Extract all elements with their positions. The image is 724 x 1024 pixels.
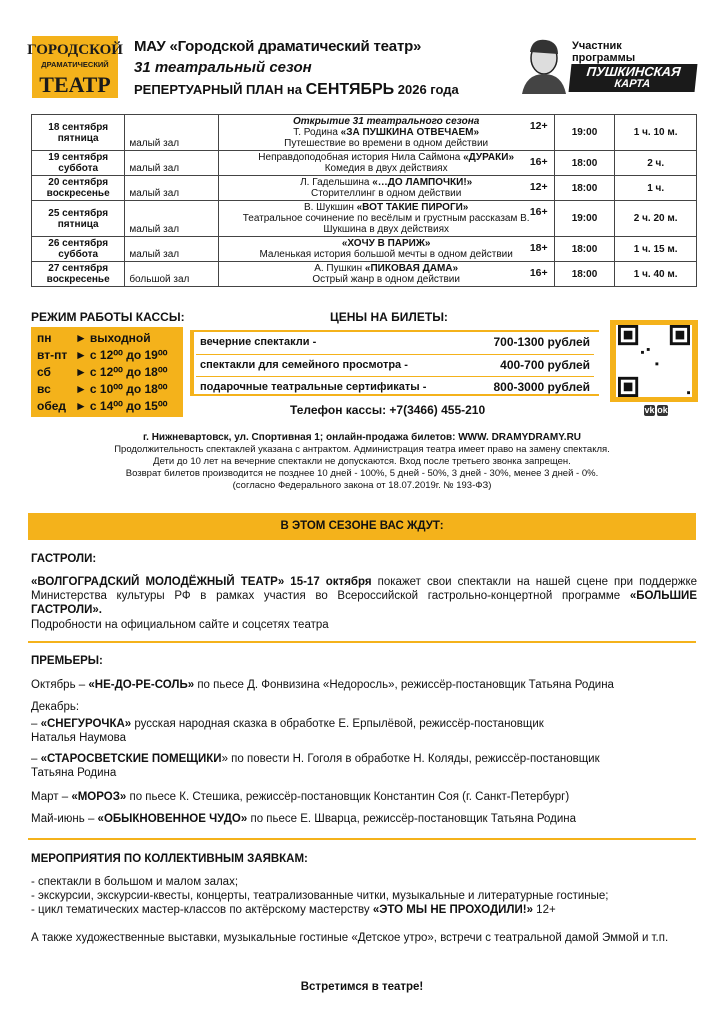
events-item-2: - экскурсии, экскурсии-квесты, концерты, театрализованные читки, музыкальные и литературные гостиные; <box>31 890 609 902</box>
arrow-icon: ► <box>75 365 87 379</box>
age-rating-badge: 16+ <box>529 156 548 168</box>
divider <box>28 838 696 840</box>
show-hall: большой зал <box>125 262 218 287</box>
info-line-3: Возврат билетов производится не позднее 10 дней - 100%, 5 дней - 50%, 3 дней - 30%, менее 3 дней - 0%. <box>125 468 599 479</box>
show-duration: 1 ч. 10 м. <box>615 115 697 151</box>
show-title-line <box>221 238 552 249</box>
price-value: 700-1300 рублей <box>493 335 590 349</box>
info-line-4: (согласно Федерального закона от 18.07.2019г. № 193-ФЗ) <box>232 480 492 491</box>
show-info <box>218 176 554 201</box>
price-row <box>196 354 594 376</box>
price-label: спектакли для семейного просмотра - <box>200 359 408 371</box>
pushkin-portrait-icon <box>518 38 568 94</box>
show-title-line <box>221 152 552 163</box>
theatre-logo <box>27 36 123 98</box>
show-time: 18:00 <box>554 262 615 287</box>
schedule-row <box>32 201 697 237</box>
show-desc: Острый жанр в одном действии <box>312 274 460 285</box>
box-office-row <box>37 331 183 348</box>
box-office-hours-value: выходной <box>89 331 151 345</box>
show-hall: малый зал <box>125 115 218 151</box>
show-author: Т. Родина <box>293 127 338 138</box>
show-title-line <box>221 177 552 188</box>
show-hall: малый зал <box>125 201 218 237</box>
box-office-hours-value: с 12⁰⁰ до 19⁰⁰ <box>89 348 168 362</box>
show-title-line <box>221 127 552 138</box>
arrow-icon: ► <box>75 331 87 345</box>
show-time: 18:00 <box>554 151 615 176</box>
arrow-icon: ► <box>75 399 87 413</box>
ok-icon[interactable]: ok <box>657 405 668 415</box>
show-date: 20 сентября воскресенье <box>32 176 125 201</box>
premiere-march: Март – «МОРОЗ» по пьесе К. Стешика, режиссёр-постановщик Константин Соя (г. Санкт-Петербург) <box>31 791 570 803</box>
show-duration: 1 ч. 15 м. <box>615 237 697 262</box>
events-also: А также художественные выставки, музыкальные гостиные «Детское утро», встречи с театральной дамой Эммой и т.п. <box>31 932 669 944</box>
schedule-row <box>32 262 697 287</box>
price-row <box>196 332 594 354</box>
pushkin-card-badge <box>518 38 698 98</box>
box-office-hours-value: с 14⁰⁰ до 15⁰⁰ <box>89 399 168 413</box>
season-title: 31 театральный сезон <box>134 59 312 76</box>
header <box>134 38 459 99</box>
show-date: 25 сентября пятница <box>32 201 125 237</box>
show-title-line <box>221 202 552 213</box>
prices-list <box>196 332 594 398</box>
show-author: Неправдоподобная история Нила Саймона <box>258 152 461 163</box>
age-rating-badge: 16+ <box>529 206 548 218</box>
premiere-october: Октябрь – «НЕ-ДО-РЕ-СОЛЬ» по пьесе Д. Фонвизина «Недоросль», режиссёр-постановщик Татьяна Родина <box>31 679 614 691</box>
box-office-row <box>37 365 183 382</box>
schedule-row <box>32 115 697 151</box>
qr-code-icon[interactable] <box>616 325 692 397</box>
logo-text-3: ТЕАТР <box>39 72 111 97</box>
tours-text <box>31 575 697 617</box>
plan-year: 2026 года <box>397 82 459 97</box>
show-title-line <box>221 263 552 274</box>
address-line: г. Нижневартовск, ул. Спортивная 1; онлайн-продажа билетов: WWW. DRAMYDRAMY.RU <box>142 432 582 443</box>
show-title: «ХОЧУ В ПАРИЖ» <box>341 238 431 249</box>
show-author: А. Пушкин <box>314 263 363 274</box>
show-title: «…ДО ЛАМПОЧКИ!» <box>372 177 473 188</box>
divider <box>28 641 696 643</box>
price-value: 400-700 рублей <box>500 358 590 372</box>
box-office-row <box>37 348 183 365</box>
show-title: «ДУРАКИ» <box>463 152 515 163</box>
box-office-phone: Телефон кассы: +7(3466) 455-210 <box>290 403 486 417</box>
show-date: 27 сентября воскресенье <box>32 262 125 287</box>
plan-title <box>134 81 459 99</box>
premieres-heading: ПРЕМЬЕРЫ: <box>31 655 103 667</box>
info-block <box>0 432 724 492</box>
tours-bold-1: «ВОЛГОГРАДСКИЙ МОЛОДЁЖНЫЙ ТЕАТР» 15-17 октября <box>31 576 372 588</box>
plan-month: СЕНТЯБРЬ <box>305 81 395 98</box>
schedule-row <box>32 237 697 262</box>
events-list <box>31 875 697 917</box>
show-info <box>218 151 554 176</box>
events-heading: МЕРОПРИЯТИЯ ПО КОЛЛЕКТИВНЫМ ЗАЯВКАМ: <box>31 853 308 865</box>
price-row <box>196 376 594 398</box>
season-banner: В ЭТОМ СЕЗОНЕ ВАС ЖДУТ: <box>28 513 696 540</box>
tours-heading: ГАСТРОЛИ: <box>31 553 97 565</box>
box-office-day: вт-пт <box>37 348 68 362</box>
show-desc: Маленькая история большой мечты в одном действии <box>259 249 513 260</box>
show-time: 19:00 <box>554 201 615 237</box>
events-item-3: - цикл тематических мастер-классов по актёрскому мастерству «ЭТО МЫ НЕ ПРОХОДИЛИ!» 12+ <box>31 904 556 916</box>
show-info <box>218 262 554 287</box>
show-hall: малый зал <box>125 176 218 201</box>
pushkin-card-logo: ПУШКИНСКАЯ КАРТА <box>569 64 698 92</box>
show-title: «ЗА ПУШКИНА ОТВЕЧАЕМ» <box>340 127 480 138</box>
show-hall: малый зал <box>125 237 218 262</box>
closing-line: Встретимся в театре! <box>300 981 424 993</box>
box-office-day: вс <box>37 382 51 396</box>
box-office-hours-value: с 10⁰⁰ до 18⁰⁰ <box>89 382 168 396</box>
show-date: 18 сентября пятница <box>32 115 125 151</box>
show-duration: 1 ч. <box>615 176 697 201</box>
show-author: Л. Гадельшина <box>300 177 370 188</box>
pushkin-card-label: Участник программы <box>572 40 636 64</box>
show-title: «ВОТ ТАКИЕ ПИРОГИ» <box>356 202 469 213</box>
schedule-row <box>32 176 697 201</box>
box-office-day: обед <box>37 399 67 413</box>
age-rating-badge: 16+ <box>529 267 548 279</box>
show-info <box>218 115 554 151</box>
box-office-hours <box>31 327 183 417</box>
org-name: МАУ «Городской драматический театр» <box>134 38 422 55</box>
box-office-row <box>37 399 183 416</box>
events-item-1: - спектакли в большом и малом залах; <box>31 876 239 888</box>
premiere-december-label: Декабрь: <box>31 701 80 713</box>
premiere-may: Май-июнь – «ОБЫКНОВЕННОЕ ЧУДО» по пьесе Е. Шварца, режиссёр-постановщик Татьяна Родина <box>31 813 577 825</box>
tours-text-1: покажет свои спектакли на нашей сцене при поддержке Министерства культуры РФ в рамках участия во Всероссийской гастрольно-концертной программе <box>31 576 697 602</box>
box-office-hours-value: с 12⁰⁰ до 18⁰⁰ <box>89 365 168 379</box>
box-office-day: пн <box>37 331 52 345</box>
logo-text-2: ДРАМАТИЧЕСКИЙ <box>41 60 109 69</box>
show-desc: Комедия в двух действиях <box>324 163 448 174</box>
show-time: 19:00 <box>554 115 615 151</box>
box-office-day: сб <box>37 365 51 379</box>
age-rating-badge: 12+ <box>529 120 548 132</box>
show-time: 18:00 <box>554 237 615 262</box>
arrow-icon: ► <box>75 382 87 396</box>
show-duration: 2 ч. <box>615 151 697 176</box>
info-line-2: Дети до 10 лет на вечерние спектакли не допускаются. Вход после третьего звонка запрещен. <box>153 456 571 467</box>
price-value: 800-3000 рублей <box>493 380 590 394</box>
prices-title: ЦЕНЫ НА БИЛЕТЫ: <box>330 310 448 324</box>
vk-icon[interactable]: vk <box>644 405 655 415</box>
show-hall: малый зал <box>125 151 218 176</box>
age-rating-badge: 18+ <box>529 242 548 254</box>
show-date: 19 сентября суббота <box>32 151 125 176</box>
box-office-title: РЕЖИМ РАБОТЫ КАССЫ: <box>31 310 185 324</box>
plan-prefix: РЕПЕРТУАРНЫЙ ПЛАН на <box>134 82 302 97</box>
price-label: подарочные театральные сертификаты - <box>200 381 427 393</box>
show-duration: 2 ч. 20 м. <box>615 201 697 237</box>
schedule-row <box>32 151 697 176</box>
show-info <box>218 201 554 237</box>
show-title: «ПИКОВАЯ ДАМА» <box>364 263 459 274</box>
info-line-1: Продолжительность спектаклей указана с антрактом. Администрация театра имеет право на замену спектакля. <box>114 444 610 455</box>
show-desc: Сторителлинг в одном действии <box>310 188 462 199</box>
arrow-icon: ► <box>75 348 87 362</box>
tours-details: Подробности на официальном сайте и соцсетях театра <box>31 619 329 631</box>
box-office-row <box>37 382 183 399</box>
age-rating-badge: 12+ <box>529 181 548 193</box>
price-label: вечерние спектакли - <box>200 336 317 348</box>
show-author: В. Шукшин <box>303 202 354 213</box>
repertoire-table <box>31 114 697 287</box>
social-links <box>644 405 670 416</box>
show-date: 26 сентября суббота <box>32 237 125 262</box>
tours-bold-2: «БОЛЬШИЕ ГАСТРОЛИ». <box>31 590 697 616</box>
premiere-december-1: – «СНЕГУРОЧКА» русская народная сказка в обработке Е. Ерпылёвой, режиссёр-постановщик Наталья Наумова <box>31 718 544 744</box>
logo-text-1: ГОРОДСКОЙ <box>27 42 123 58</box>
show-desc: Путешествие во времени в одном действии <box>284 138 489 149</box>
premiere-december-2: – «СТАРОСВЕТСКИЕ ПОМЕЩИКИ» по повести Н. Гоголя в обработке Н. Коляды, режиссёр-постановщик Татьяна Родина <box>31 753 600 779</box>
show-note: Открытие 31 театрального сезона <box>292 116 480 127</box>
show-desc: Театральное сочинение по весёлым и грустным рассказам В. Шукшина в двух действиях <box>242 213 530 235</box>
show-info <box>218 237 554 262</box>
show-time: 18:00 <box>554 176 615 201</box>
show-duration: 1 ч. 40 м. <box>615 262 697 287</box>
